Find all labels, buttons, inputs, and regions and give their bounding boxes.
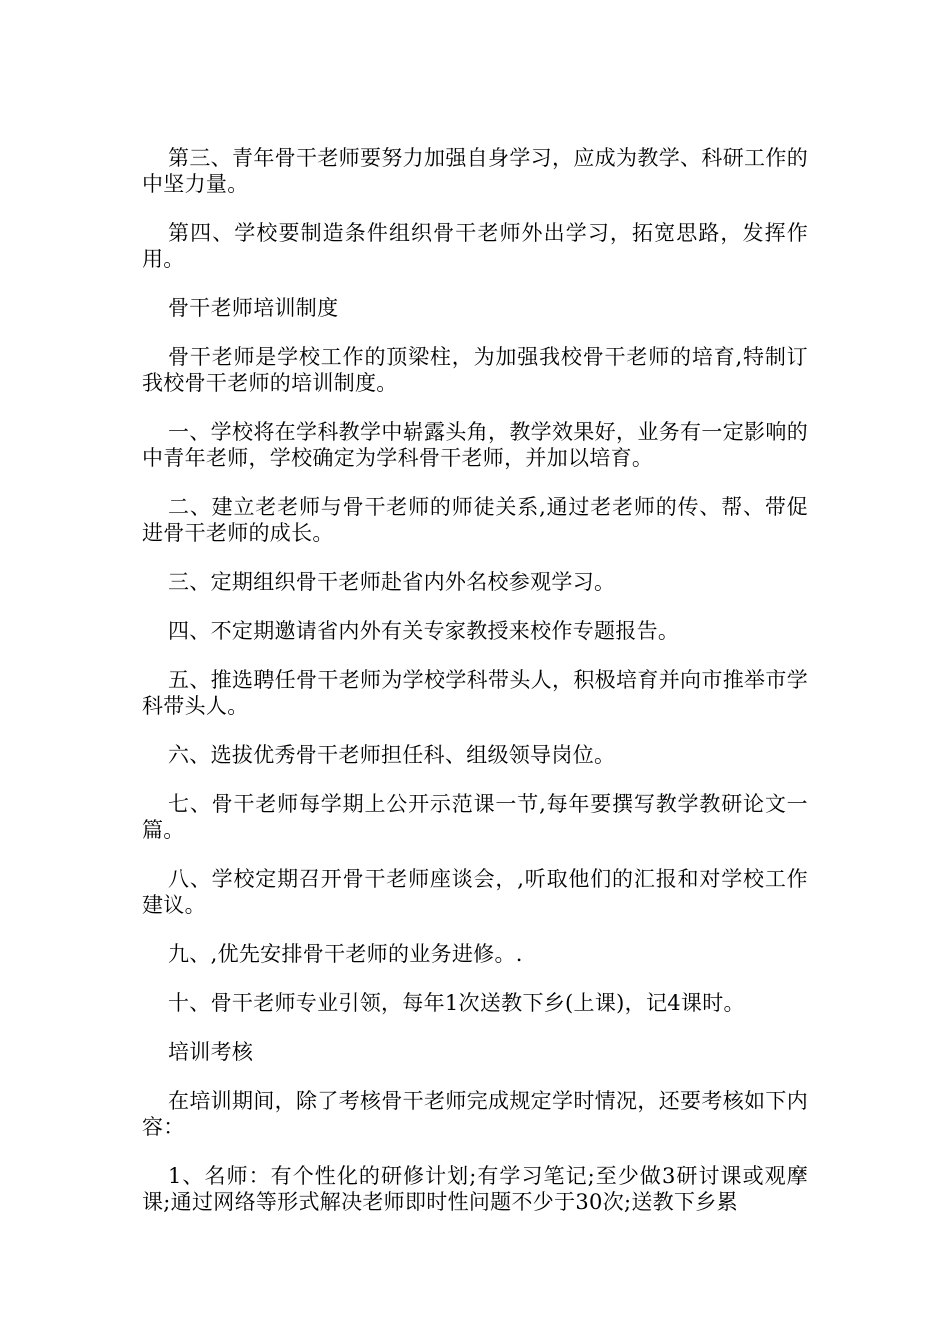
assessment-intro: 在培训期间，除了考核骨干老师完成规定学时情况，还要考核如下内容： — [142, 1089, 808, 1139]
paragraph-gap — [142, 396, 808, 419]
paragraph-gap — [142, 843, 808, 866]
paragraph-gap — [142, 967, 808, 990]
rule-item-6: 六、选拔优秀骨干老师担任科、组级领导岗位。 — [168, 743, 616, 767]
paragraph-gap — [142, 321, 808, 344]
paragraph-gap — [142, 644, 808, 667]
paragraph-gap — [142, 272, 808, 295]
paragraph-gap — [142, 1140, 808, 1163]
paragraph-gap — [142, 918, 808, 941]
paragraph-gap — [142, 1016, 808, 1039]
paragraph-gap — [142, 595, 808, 618]
rule-item-7: 七、骨干老师每学期上公开示范课一节,每年要撰写教学教研论文一篇。 — [142, 792, 808, 842]
rule-item-4: 四、不定期邀请省内外有关专家教授来校作专题报告。 — [168, 619, 680, 643]
paragraph-gap — [142, 546, 808, 569]
paragraph-1: 第三、青年骨干老师要努力加强自身学习，应成为教学、科研工作的中坚力量。 — [142, 146, 808, 196]
rule-item-9: 九、,优先安排骨干老师的业务进修。. — [168, 942, 523, 966]
paragraph-gap — [142, 1065, 808, 1088]
paragraph-intro: 骨干老师是学校工作的顶梁柱，为加强我校骨干老师的培育,特制订我校骨干老师的培训制度。 — [142, 345, 808, 395]
rule-item-3: 三、定期组织骨干老师赴省内外名校参观学习。 — [168, 570, 616, 594]
section-heading-training-system: 骨干老师培训制度 — [168, 296, 339, 320]
rule-item-1: 一、学校将在学科教学中崭露头角，教学效果好，业务有一定影响的中青年老师，学校确定为学科骨干老师，并加以培育。 — [142, 420, 808, 470]
rule-item-8: 八、学校定期召开骨干老师座谈会，,听取他们的汇报和对学校工作建议。 — [142, 867, 808, 917]
section-heading-assessment: 培训考核 — [168, 1040, 254, 1064]
paragraph-2: 第四、学校要制造条件组织骨干老师外出学习，拓宽思路，发挥作用。 — [142, 221, 808, 271]
paragraph-gap — [142, 719, 808, 742]
paragraph-gap — [142, 768, 808, 791]
rule-item-5: 五、推选聘任骨干老师为学校学科带头人，积极培育并向市推举市学科带头人。 — [142, 668, 808, 718]
paragraph-gap — [142, 197, 808, 220]
rule-item-2: 二、建立老老师与骨干老师的师徒关系,通过老老师的传、帮、带促进骨干老师的成长。 — [142, 495, 808, 545]
document-page — [142, 145, 808, 1215]
paragraph-gap — [142, 471, 808, 494]
assessment-item-1: 1、名师：有个性化的研修计划;有学习笔记;至少做3研讨课或观摩课;通过网络等形式解决老师即时性问题不少于30次;送教下乡累 — [142, 1164, 808, 1214]
rule-item-10: 十、骨干老师专业引领，每年1次送教下乡(上课)，记4课时。 — [168, 991, 745, 1015]
